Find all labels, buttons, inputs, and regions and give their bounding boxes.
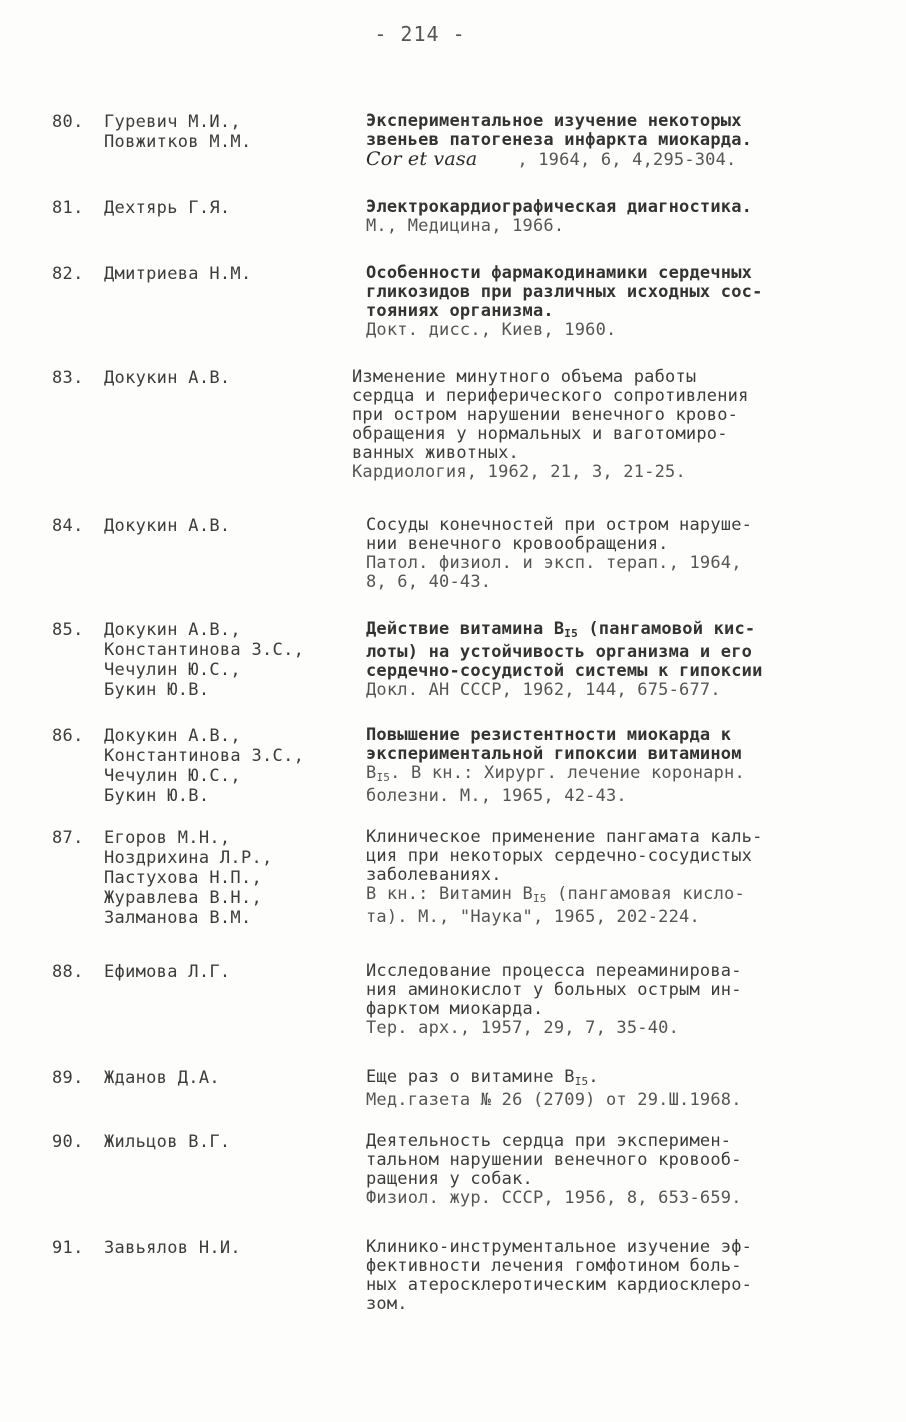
author: Жильцов В.Г.	[104, 1132, 231, 1152]
entry-source: Мед.газета № 26 (2709) от 29.Ш.1968.	[366, 1090, 742, 1110]
author: Докукин А.В.,	[104, 620, 241, 640]
entry-source: Патол. физиол. и эксп. терап., 1964, 8, 6, 40-43.	[366, 553, 742, 592]
handwritten-journal: Cor et vasa	[366, 148, 478, 170]
entry-number: 85.	[52, 620, 84, 640]
entry-number: 91.	[52, 1238, 84, 1258]
entry-source: Физиол. жур. СССР, 1956, 8, 653-659.	[366, 1188, 742, 1208]
entry-source: М., Медицина, 1966.	[366, 216, 565, 236]
author: Журавлева В.Н.,	[104, 888, 263, 908]
entry-source: Cor et vasa , 1964, 6, 4,295-304.	[366, 148, 737, 170]
entry-authors	[52, 112, 362, 152]
entry-source: Докт. дисс., Киев, 1960.	[366, 320, 617, 340]
author: Чечулин Ю.С.,	[104, 766, 241, 786]
entry-number: 82.	[52, 264, 84, 284]
entry-authors	[52, 516, 362, 536]
author: Чечулин Ю.С.,	[104, 660, 241, 680]
entry-title: Повышение резистентности миокарда к экспериментальной гипоксии витамином	[366, 725, 742, 764]
entry-source: $В_{I5}$. В кн.: Хирург. лечение коронарн. болезни. М., 1965, 42-43.	[366, 763, 745, 806]
author: Жданов Д.А.	[104, 1068, 220, 1088]
entry-authors	[52, 1132, 362, 1152]
entry-number: 84.	[52, 516, 84, 536]
author: Докукин А.В.	[104, 368, 231, 388]
author: Букин Ю.В.	[104, 786, 210, 806]
author: Константинова З.С.,	[104, 640, 305, 660]
entry-source: В кн.: Витамин $В_{I5}$ (пангамовая кисло- та). М., "Наука", 1965, 202-224.	[366, 884, 745, 927]
author: Пастухова Н.П.,	[104, 868, 263, 888]
author: Докукин А.В.,	[104, 726, 241, 746]
author: Константинова З.С.,	[104, 746, 305, 766]
entry-title: Исследование процесса переаминирова- ния аминокислот у больных острым ин- фарктом миокарда.	[366, 961, 742, 1019]
author: Егоров М.Н.,	[104, 828, 231, 848]
entry-work	[366, 726, 866, 806]
entry-source: Тер. арх., 1957, 29, 7, 35-40.	[366, 1018, 680, 1038]
author: Повжитков М.М.	[104, 132, 252, 152]
entry-work	[352, 368, 872, 482]
entry-work	[366, 516, 866, 592]
entry-authors	[52, 726, 362, 806]
entry-source: Кардиология, 1962, 21, 3, 21-25.	[352, 462, 686, 482]
entry-work	[366, 828, 866, 927]
author: Гуревич М.И.,	[104, 112, 241, 132]
entry-work	[366, 1068, 866, 1110]
entry-authors	[52, 368, 362, 388]
entry-work	[366, 620, 866, 700]
entry-title: Сосуды конечностей при остром наруше- нии венечного кровообращения.	[366, 515, 753, 554]
entry-title: Изменение минутного объема работы сердца и периферического сопротивления при остром нарушении венечного крово- обращения у нормальных и ваготомиро- ванных животных.	[352, 367, 749, 463]
entry-source: Докл. АН СССР, 1962, 144, 675-677.	[366, 680, 721, 700]
author: Залманова В.М.	[104, 908, 252, 928]
entry-number: 81.	[52, 198, 84, 218]
page-number: - 214 -	[374, 22, 466, 46]
entry-authors	[52, 962, 362, 982]
entry-authors	[52, 620, 362, 700]
entry-work	[366, 1132, 866, 1208]
author: Букин Ю.В.	[104, 680, 210, 700]
entry-work	[366, 112, 866, 170]
author: Дехтярь Г.Я.	[104, 198, 231, 218]
author: Ефимова Л.Г.	[104, 962, 231, 982]
entry-number: 90.	[52, 1132, 84, 1152]
entry-number: 88.	[52, 962, 84, 982]
entry-number: 86.	[52, 726, 84, 746]
entry-title: Клинико-инструментальное изучение эф- фективности лечения гомфотином боль- ных атеросклеротическим кардиосклеро- зом.	[366, 1237, 753, 1314]
entry-authors	[52, 828, 362, 928]
author: Докукин А.В.	[104, 516, 231, 536]
entry-number: 83.	[52, 368, 84, 388]
entry-authors	[52, 198, 362, 218]
entry-title: Клиническое применение пангамата каль- ция при некоторых сердечно-сосудистых заболеваниях.	[366, 827, 763, 885]
entry-work	[366, 962, 866, 1038]
entry-number: 89.	[52, 1068, 84, 1088]
author: Ноздрихина Л.Р.,	[104, 848, 273, 868]
entry-authors	[52, 264, 362, 284]
entry-title: Еще раз о витамине $В_{I5}$.	[366, 1067, 599, 1088]
entry-work	[366, 198, 866, 236]
entry-authors	[52, 1068, 362, 1088]
entry-title: Особенности фармакодинамики сердечных гликозидов при различных исходных сос- тояниях организма.	[366, 263, 763, 321]
entry-number: 87.	[52, 828, 84, 848]
entry-authors	[52, 1238, 362, 1258]
entry-work	[366, 1238, 866, 1314]
entry-title: Электрокардиографическая диагностика.	[366, 197, 753, 217]
entry-title: Деятельность сердца при эксперимен- тальном нарушении венечного кровооб- ращения у собак.	[366, 1131, 742, 1189]
author: Дмитриева Н.М.	[104, 264, 252, 284]
entry-number: 80.	[52, 112, 84, 132]
entry-work	[366, 264, 866, 340]
entry-title: Действие витамина $В_{I5}$ (пангамовой кис- лоты) на устойчивость организма и его сердечно-сосудистой системы к гипоксии	[366, 619, 763, 681]
author: Завьялов Н.И.	[104, 1238, 241, 1258]
entry-title: Экспериментальное изучение некоторых звеньев патогенеза инфаркта миокарда.	[366, 111, 753, 150]
